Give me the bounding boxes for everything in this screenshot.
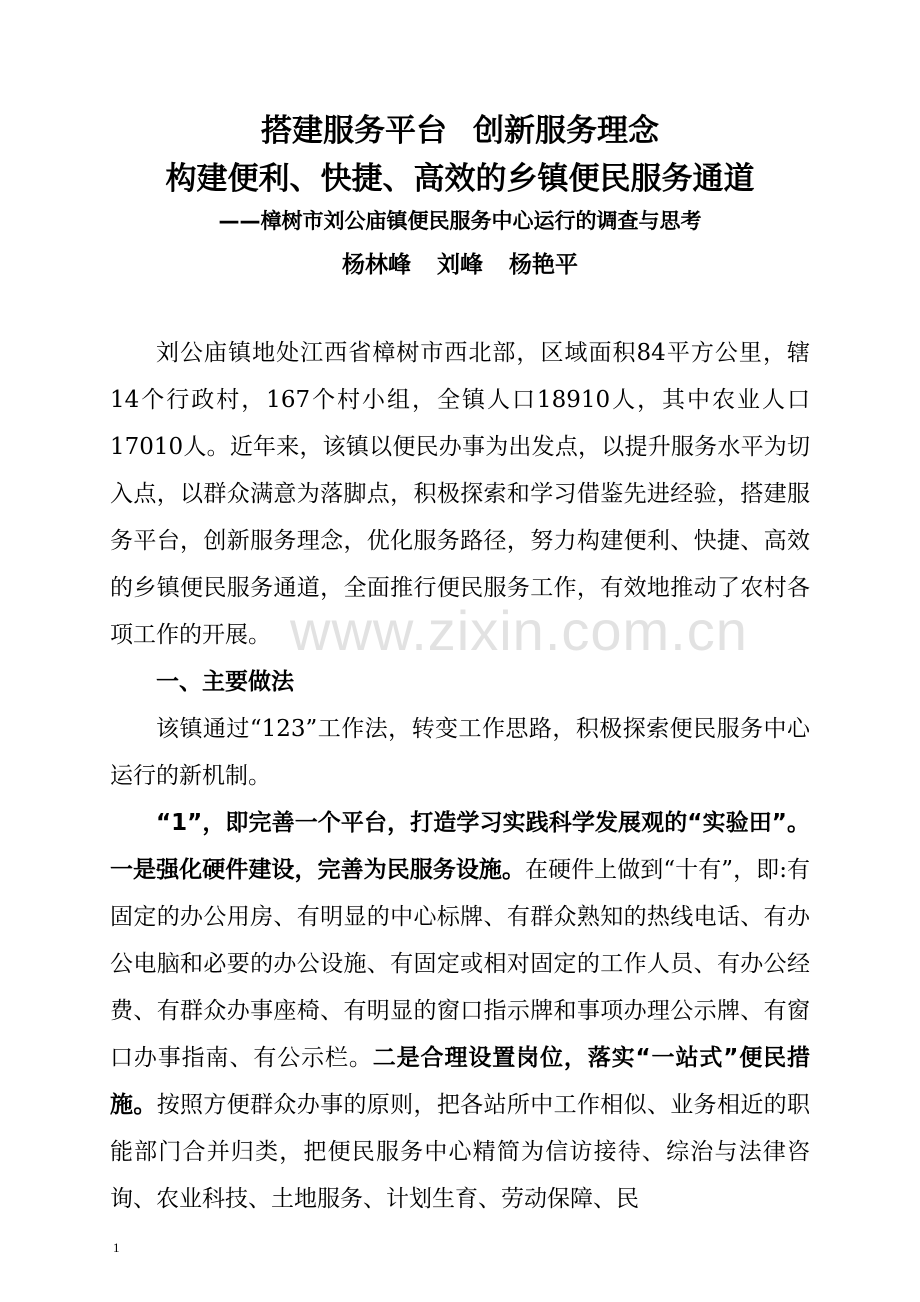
title-part-b: 创新服务理念 — [473, 113, 659, 149]
intro-paragraph: 刘公庙镇地处江西省樟树市西北部，区域面积84平方公里，辖14个行政村，167个村小组，全镇人口18910人，其中农业人口17010人。近年来，该镇以便民办事为出发点，以提升服务水平为切入点，以群众满意为落脚点，积极探索和学习借鉴先进经验，搭建服务平台，创新服务理念，优化服务路径，努力构建便利、快捷、高效的乡镇便民服务通道，全面推行便民服务工作，有效地推动了农村各项工作的开展。 — [110, 340, 810, 648]
author-2: 刘峰 — [437, 252, 483, 278]
paragraph-text-1: 在硬件上做到“十有”，即:有固定的办公用房、有明显的中心标牌、有群众熟知的热线电话、有办公电脑和必要的办公设施、有固定或相对固定的工作人员、有办公经费、有群众办事座椅、有明显的窗口指示牌和事项办理公示牌、有窗口办事指南、有公示栏。 — [110, 857, 811, 1071]
authors — [0, 248, 920, 282]
section-intro-paragraph: 该镇通过“123”工作法，转变工作思路，积极探索便民服务中心运行的新机制。 — [110, 716, 810, 789]
subtitle: ——樟树市刘公庙镇便民服务中心运行的调查与思考 — [218, 209, 702, 233]
section-heading: 一、主要做法 — [156, 669, 294, 695]
watermark: www.zixin.com.cn — [290, 599, 748, 662]
page-number: 1 — [113, 1240, 120, 1255]
title-part-a: 搭建服务平台 — [261, 113, 447, 149]
document-body — [110, 330, 810, 1223]
author-3: 杨艳平 — [509, 252, 578, 278]
author-1: 杨林峰 — [342, 252, 411, 278]
title-line-2: 构建便利、快捷、高效的乡镇便民服务通道 — [165, 161, 755, 197]
bold-lead-1: “1”，即完善一个平台，打造学习实践科学发展观的“实验田”。一是强化硬件建设，完善为民服务设施。 — [110, 810, 810, 883]
bold-lead-2: 二是合理设置岗位，落实“一站式”便民措施。 — [110, 1045, 811, 1118]
title-line-1 — [0, 110, 920, 152]
paragraph-text-2: 按照方便群众办事的原则，把各站所中工作相似、业务相近的职能部门合并归类，把便民服务中心精简为信访接待、综治与法律咨询、农业科技、土地服务、计划生育、劳动保障、民 — [110, 1092, 811, 1212]
method-paragraph — [110, 800, 810, 1223]
